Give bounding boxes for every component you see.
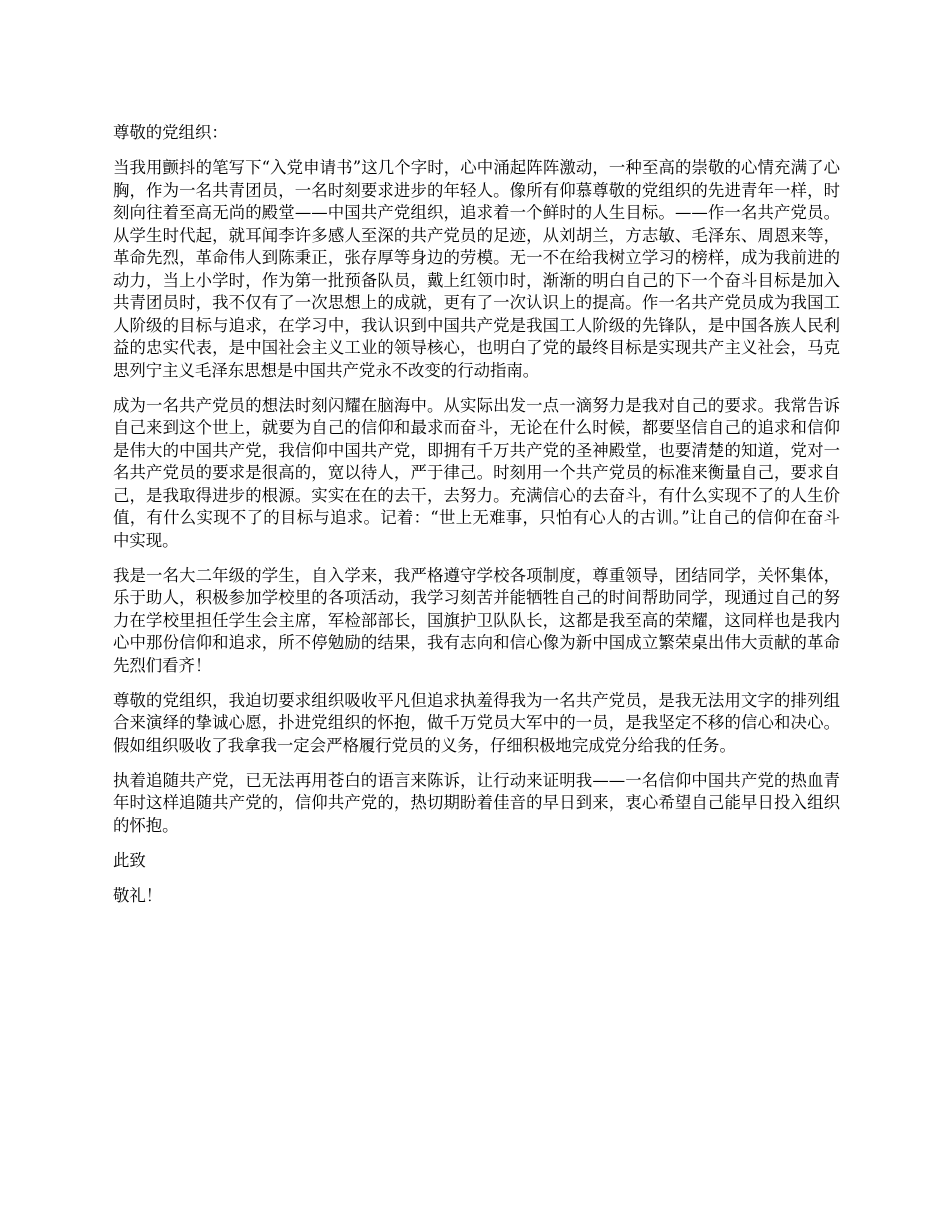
paragraph-2: 成为一名共产党员的想法时刻闪耀在脑海中。从实际出发一点一滴努力是我对自己的要求。我常告诉自己来到这个世上，就要为自己的信仰和最求而奋斗，无论在什么时候，都要坚信自己的追求和信仰是伟大的中国共产党，我信仰中国共产党，即拥有千万共产党的圣神殿堂，也要清楚的知道，党对一名共产党员的要求是很高的，宽以待人，严于律己。时刻用一个共产党员的标准来衡量自己，要求自己，是我取得进步的根源。实实在在的去干，去努力。充满信心的去奋斗，有什么实现不了的人生价值，有什么实现不了的目标与追求。记着：“世上无难事，只怕有心人的古训。”让自己的信仰在奋斗中实现。 xyxy=(113,395,840,550)
paragraph-5: 执着追随共产党，已无法再用苍白的语言来陈诉，让行动来证明我——一名信仰中国共产党的热血青年时这样追随共产党的，信仰共产党的，热切期盼着佳音的早日到来，衷心希望自己能早日投入组织的怀抱。 xyxy=(113,770,840,835)
paragraph-4: 尊敬的党组织，我迫切要求组织吸收平凡但追求执羞得我为一名共产党员，是我无法用文字的排列组合来演绎的挚诚心愿，扑进党组织的怀抱，做千万党员大军中的一员，是我坚定不移的信心和决心。假如组织吸收了我拿我一定会严格履行党员的义务，仔细积极地完成党分给我的任务。 xyxy=(113,690,840,755)
salutation: 尊敬的党组织： xyxy=(113,123,228,142)
closing-salute: 敬礼！ xyxy=(113,886,163,906)
letter-body xyxy=(113,122,840,920)
closing-line: 此致 xyxy=(113,851,146,871)
paragraph-1: 当我用颤抖的笔写下“入党申请书”这几个字时，心中涌起阵阵激动，一种至高的崇敬的心情充满了心胸，作为一名共青团员，一名时刻要求进步的年轻人。像所有仰慕尊敬的党组织的先进青年一样，时刻向往着至高无尚的殿堂——中国共产党组织，追求着一个鲜时的人生目标。——作一名共产党员。从学生时代起，就耳闻李许多感人至深的共产党员的足迹，从刘胡兰，方志敏、毛泽东、周恩来等，革命先烈，革命伟人到陈秉正，张存厚等身边的劳模。无一不在给我树立学习的榜样，成为我前进的动力，当上小学时，作为第一批预备队员，戴上红领巾时，渐渐的明白自己的下一个奋斗目标是加入共青团员时，我不仅有了一次思想上的成就，更有了一次认识上的提高。作一名共产党员成为我国工人阶级的目标与追求，在学习中，我认识到中国共产党是我国工人阶级的先锋队，是中国各族人民利益的忠实代表，是中国社会主义工业的领导核心，也明白了党的最终目标是实现共产主义社会，马克思列宁主义毛泽东思想是中国共产党永不改变的行动指南。 xyxy=(113,158,840,380)
paragraph-3: 我是一名大二年级的学生，自入学来，我严格遵守学校各项制度，尊重领导，团结同学，关怀集体，乐于助人，积极参加学校里的各项活动，我学习刻苦并能牺牲自己的时间帮助同学，现通过自己的努力在学校里担任学生会主席，军检部部长，国旗护卫队队长，这都是我至高的荣耀，这同样也是我内心中那份信仰和追求，所不停勉励的结果，我有志向和信心像为新中国成立繁荣桌出伟大贡献的革命先烈们看齐！ xyxy=(113,565,840,675)
